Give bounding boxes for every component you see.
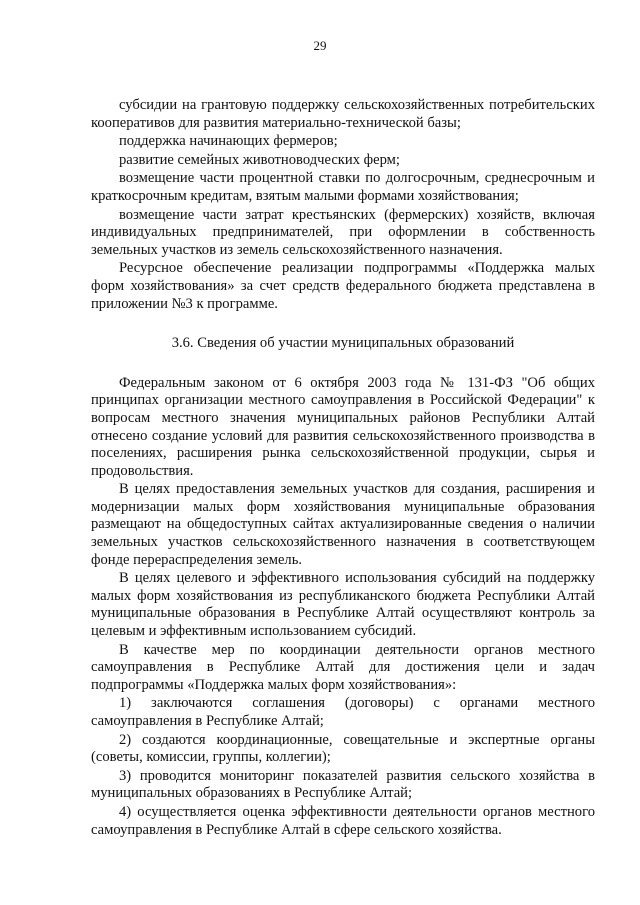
paragraph-novice-farmers: поддержка начинающих фермеров; [119,133,338,150]
list-item-agreements: 1) заключаются соглашения (договоры) с органами местного самоуправления в Республике Алтай; [91,695,595,729]
paragraph-land-plots: В целях предоставления земельных участков для создания, расширения и модернизации малых форм хозяйствования муниципальные образования размещают на общедоступных сайтах актуализированные сведения о наличии земельных участков сельскохозяйственного назначения в соответствующем фонде перераспределения земель. [91,481,595,568]
paragraph-interest-rate: возмещение части процентной ставки по долгосрочным, среднесрочным и краткосрочным кредитам, взятым малыми формами хозяйствования; [91,170,595,204]
paragraph-family-farms: развитие семейных животноводческих ферм; [119,151,400,168]
paragraph-subsidies-grant: субсидии на грантовую поддержку сельскохозяйственных потребительских кооперативов для развития материально-технической базы; [91,97,595,131]
page-number: 29 [313,38,327,53]
list-item-monitoring: 3) проводится мониторинг показателей развития сельского хозяйства в муниципальных образованиях в Республике Алтай; [91,767,595,802]
paragraph-federal-law: Федеральным законом от 6 октября 2003 года № 131-ФЗ "Об общих принципах организации местного самоуправления в Российской Федерации" к вопросам местного значения муниципальных районов Республики Алтай отнесено создание условий для развития сельскохозяйственного производства в поселениях, расширения рынка сельскохозяйственной продукции, сырья и продовольствия. [91,374,595,479]
paragraph-resource-provision: Ресурсное обеспечение реализации подпрограммы «Поддержка малых форм хозяйствования» за счет средств федерального бюджета представлена в приложении №3 к программе. [91,260,595,312]
list-item-bodies: 2) создаются координационные, совещательные и экспертные органы (советы, комиссии, группы, коллегии); [91,731,595,766]
document-body [91,96,595,839]
paragraph-cost-compensation: возмещение части затрат крестьянских (фермерских) хозяйств, включая индивидуальных предпринимателей, при оформлении в собственность земельных участков из земель сельскохозяйственного назначения. [91,206,595,258]
paragraph-coordination-measures: В качестве мер по координации деятельности органов местного самоуправления в Республике Алтай для достижения цели и задач подпрограммы «Поддержка малых форм хозяйствования»: [91,641,595,693]
section-heading: 3.6. Сведения об участии муниципальных образований [171,335,515,352]
paragraph-subsidy-control: В целях целевого и эффективного использования субсидий на поддержку малых форм хозяйствования из республиканского бюджета Республики Алтай муниципальные образования в Республике Алтай осуществляют контроль за целевым и эффективным использованием субсидий. [91,570,595,640]
list-item-evaluation: 4) осуществляется оценка эффективности деятельности органов местного самоуправления в Республике Алтай в сфере сельского хозяйства. [91,803,595,838]
